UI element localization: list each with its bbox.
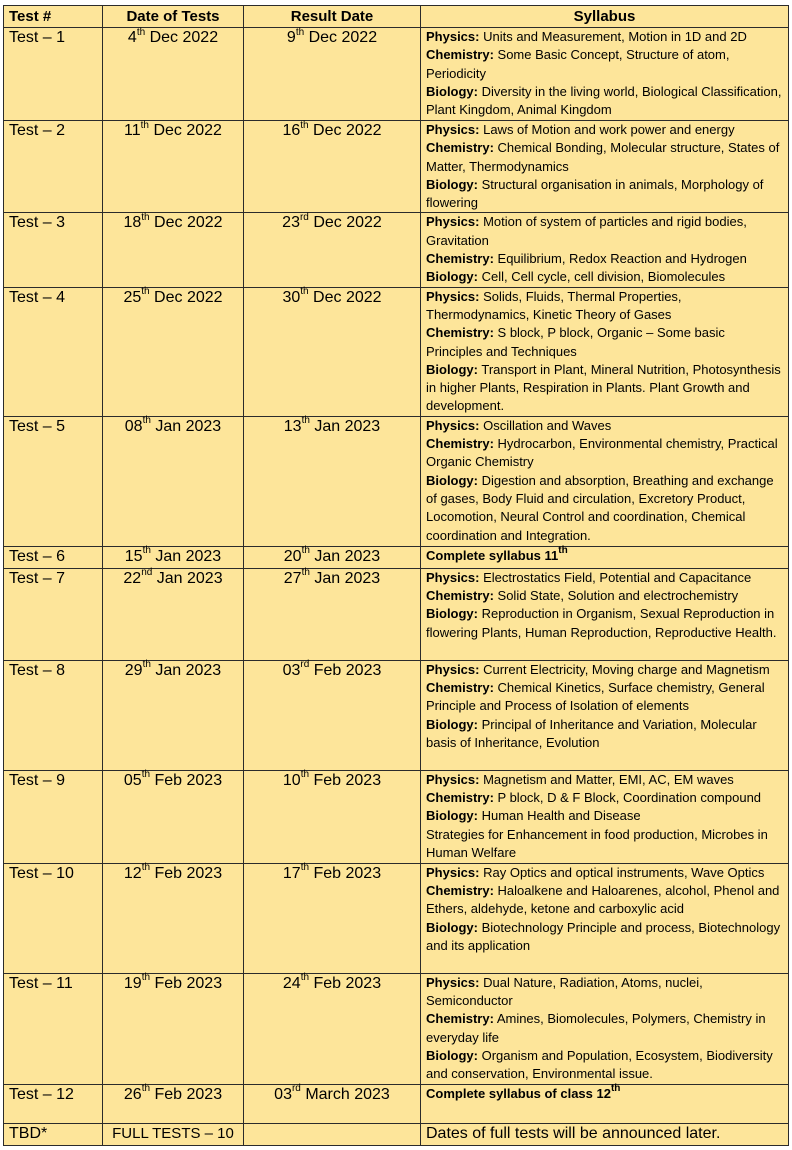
header-row bbox=[4, 6, 789, 28]
header-date: Date of Tests bbox=[103, 6, 244, 28]
date-day: 4 bbox=[127, 29, 137, 46]
date-month-year: Feb 2023 bbox=[150, 974, 223, 992]
topic-text: Solid State, Solution and electrochemistry bbox=[493, 588, 739, 604]
topic-text: Dual Nature, Radiation, Atoms, nuclei, Semiconductor bbox=[426, 974, 703, 1009]
topic-text: Biotechnology Principle and process, Biotechnology and its application bbox=[426, 919, 781, 953]
result-month-year: Dec 2022 bbox=[304, 29, 378, 46]
subject-label: Chemistry: bbox=[426, 436, 494, 452]
subject-label: Physics: bbox=[426, 771, 480, 787]
syllabus-line bbox=[426, 288, 783, 325]
subject-label: Physics: bbox=[426, 661, 480, 677]
date-day: 11 bbox=[124, 122, 141, 139]
result-suffix: rd bbox=[291, 1083, 301, 1095]
syllabus-cell bbox=[421, 973, 789, 1084]
test-schedule-table bbox=[3, 5, 789, 1146]
result-date bbox=[244, 416, 421, 546]
test-name: Test – 4 bbox=[4, 287, 103, 416]
result-date bbox=[244, 546, 421, 568]
test-date bbox=[103, 973, 244, 1084]
result-day: 23 bbox=[282, 214, 300, 232]
syllabus-cell bbox=[421, 287, 789, 416]
topic-text: P block, D & F Block, Coordination compound bbox=[493, 790, 762, 806]
topic-text: Equilibrium, Redox Reaction and Hydrogen bbox=[493, 251, 747, 267]
test-date bbox=[103, 287, 244, 416]
test-name: Test – 8 bbox=[4, 660, 103, 770]
date-month-year: Feb 2023 bbox=[150, 771, 223, 789]
topic-text: Haloalkene and Haloarenes, alcohol, Phenol and Ethers, aldehyde, ketone and carboxylic acid bbox=[426, 883, 780, 917]
date-day: 08 bbox=[124, 417, 143, 435]
syllabus-line bbox=[426, 1047, 783, 1084]
result-month-year: Feb 2023 bbox=[309, 974, 382, 992]
table-row bbox=[4, 770, 789, 863]
result-suffix: th bbox=[300, 862, 310, 874]
full-syllabus-suffix: th bbox=[558, 545, 568, 557]
subject-label: Physics: bbox=[426, 288, 480, 304]
table-row bbox=[4, 213, 789, 287]
subject-label: Biology: bbox=[426, 361, 478, 377]
full-syllabus-text: Complete syllabus 11 bbox=[426, 547, 559, 563]
result-day: 16 bbox=[282, 122, 301, 139]
test-name: Test – 10 bbox=[4, 863, 103, 973]
result-month-year: Dec 2022 bbox=[308, 122, 382, 139]
date-suffix: th bbox=[141, 769, 151, 781]
subject-label: Biology: bbox=[426, 716, 478, 732]
result-suffix: th bbox=[300, 769, 310, 781]
result-date bbox=[244, 863, 421, 973]
table-row bbox=[4, 121, 789, 213]
result-month-year: Jan 2023 bbox=[309, 547, 381, 565]
date-suffix: th bbox=[142, 415, 151, 427]
syllabus-line bbox=[426, 919, 783, 956]
table-row bbox=[4, 660, 789, 770]
subject-label: Chemistry: bbox=[426, 790, 494, 806]
topic-text: Solids, Fluids, Thermal Properties, Thermodynamics, Kinetic Theory of Gases bbox=[426, 288, 682, 322]
syllabus-line bbox=[426, 268, 783, 286]
date-suffix: th bbox=[142, 659, 151, 671]
result-day: 27 bbox=[283, 569, 302, 587]
syllabus-line bbox=[426, 807, 783, 825]
subject-label: Physics: bbox=[426, 864, 480, 880]
result-day: 17 bbox=[282, 864, 301, 882]
result-suffix: rd bbox=[300, 659, 310, 671]
syllabus-line bbox=[426, 324, 783, 361]
table-row bbox=[4, 973, 789, 1084]
table-row bbox=[4, 416, 789, 546]
subject-label: Biology: bbox=[426, 83, 478, 99]
subject-label: Biology: bbox=[426, 919, 478, 935]
result-day: 03 bbox=[282, 661, 301, 679]
syllabus-line bbox=[426, 882, 783, 919]
test-date bbox=[103, 416, 244, 546]
syllabus-cell bbox=[421, 863, 789, 973]
test-date bbox=[103, 568, 244, 660]
topic-text: Principal of Inheritance and Variation, Molecular basis of Inheritance, Evolution bbox=[426, 716, 757, 750]
date-day: 29 bbox=[124, 661, 143, 679]
result-month-year: Dec 2022 bbox=[308, 288, 382, 306]
subject-label: Biology: bbox=[426, 472, 478, 488]
syllabus-cell bbox=[421, 660, 789, 770]
topic-text: Laws of Motion and work power and energy bbox=[479, 122, 735, 137]
result-date bbox=[244, 121, 421, 213]
subject-label: Physics: bbox=[426, 214, 480, 230]
date-month-year: Jan 2023 bbox=[150, 547, 222, 565]
syllabus-line bbox=[426, 679, 783, 716]
footer-result bbox=[244, 1123, 421, 1145]
date-suffix: th bbox=[141, 862, 151, 874]
subject-label: Chemistry: bbox=[426, 588, 494, 604]
test-name: Test – 11 bbox=[4, 973, 103, 1084]
result-suffix: th bbox=[300, 119, 309, 131]
table-body bbox=[4, 28, 789, 1146]
syllabus-line bbox=[426, 121, 783, 139]
table-row bbox=[4, 28, 789, 121]
topic-text: Electrostatics Field, Potential and Capacitance bbox=[479, 569, 752, 585]
result-month-year: Feb 2023 bbox=[309, 864, 382, 882]
result-date bbox=[244, 287, 421, 416]
syllabus-line bbox=[426, 435, 783, 472]
syllabus-line bbox=[426, 417, 783, 435]
topic-text: Motion of system of particles and rigid bodies, Gravitation bbox=[426, 214, 747, 248]
subject-label: Chemistry: bbox=[426, 140, 494, 156]
date-day: 18 bbox=[123, 214, 142, 232]
subject-label: Physics: bbox=[426, 29, 480, 44]
result-month-year: Jan 2023 bbox=[309, 417, 381, 435]
syllabus-cell bbox=[421, 770, 789, 863]
test-name: Test – 3 bbox=[4, 213, 103, 287]
subject-label: Chemistry: bbox=[426, 251, 494, 267]
table-row bbox=[4, 1084, 789, 1123]
full-syllabus bbox=[426, 1085, 783, 1103]
topic-text: Oscillation and Waves bbox=[479, 417, 612, 433]
date-suffix: th bbox=[142, 545, 151, 557]
test-date bbox=[103, 213, 244, 287]
subject-label: Chemistry: bbox=[426, 1011, 494, 1027]
test-date bbox=[103, 121, 244, 213]
syllabus-cell bbox=[421, 28, 789, 121]
subject-label: Biology: bbox=[426, 269, 478, 285]
date-month-year: Feb 2023 bbox=[150, 1085, 223, 1103]
topic-text: Magnetism and Matter, EMI, AC, EM waves bbox=[479, 771, 734, 787]
subject-label: Physics: bbox=[426, 122, 480, 137]
syllabus-line bbox=[426, 250, 783, 268]
topic-text: Diversity in the living world, Biological Classification, Plant Kingdom, Animal Kingdom bbox=[426, 83, 782, 118]
result-suffix: th bbox=[300, 972, 310, 984]
result-date bbox=[244, 973, 421, 1084]
topic-text: S block, P block, Organic – Some basic Principles and Techniques bbox=[426, 325, 725, 359]
result-date bbox=[244, 660, 421, 770]
date-day: 25 bbox=[123, 288, 142, 306]
syllabus-line bbox=[426, 139, 783, 176]
date-month-year: Dec 2022 bbox=[149, 288, 223, 306]
test-date bbox=[103, 28, 244, 121]
date-suffix: th bbox=[141, 1083, 151, 1095]
syllabus-cell bbox=[421, 568, 789, 660]
date-month-year: Dec 2022 bbox=[149, 122, 222, 139]
result-suffix: th bbox=[300, 286, 309, 298]
result-day: 24 bbox=[282, 974, 301, 992]
topic-text: Amines, Biomolecules, Polymers, Chemistry in everyday life bbox=[426, 1011, 766, 1045]
syllabus-cell bbox=[421, 416, 789, 546]
syllabus-line bbox=[426, 771, 783, 789]
test-date bbox=[103, 863, 244, 973]
result-month-year: Dec 2022 bbox=[308, 214, 382, 232]
result-date bbox=[244, 28, 421, 121]
date-day: 22 bbox=[123, 569, 142, 587]
subject-label: Biology: bbox=[426, 606, 478, 622]
subject-label: Biology: bbox=[426, 808, 478, 824]
syllabus-line bbox=[426, 83, 783, 120]
footer-test: TBD* bbox=[4, 1123, 103, 1145]
topic-text: Units and Measurement, Motion in 1D and 2D bbox=[479, 29, 747, 44]
result-date bbox=[244, 770, 421, 863]
date-day: 26 bbox=[123, 1085, 142, 1103]
topic-text: Chemical Bonding, Molecular structure, States of Matter, Thermodynamics bbox=[426, 140, 780, 174]
topic-text: Reproduction in Organism, Sexual Reproduction in flowering Plants, Human Reproduction, Reproductive Health. bbox=[426, 606, 777, 640]
syllabus-line bbox=[426, 826, 783, 863]
test-name: Test – 9 bbox=[4, 770, 103, 863]
syllabus-line bbox=[426, 587, 783, 605]
header-test: Test # bbox=[4, 6, 103, 28]
subject-label: Chemistry: bbox=[426, 325, 494, 341]
syllabus-cell bbox=[421, 546, 789, 568]
table-row bbox=[4, 546, 789, 568]
table-row bbox=[4, 863, 789, 973]
subject-label: Biology: bbox=[426, 1047, 478, 1063]
result-day: 30 bbox=[282, 288, 301, 306]
syllabus-cell bbox=[421, 1084, 789, 1123]
topic-text: Organism and Population, Ecosystem, Biodiversity and conservation, Environmental issue. bbox=[426, 1047, 773, 1082]
syllabus-line bbox=[426, 789, 783, 807]
test-name: Test – 12 bbox=[4, 1084, 103, 1123]
result-day: 20 bbox=[283, 547, 302, 565]
date-month-year: Jan 2023 bbox=[152, 569, 223, 587]
topic-text: Human Health and Disease bbox=[478, 808, 641, 824]
topic-text: Digestion and absorption, Breathing and exchange of gases, Body Fluid and circulation, Excretory Product, Locomotion, Neural Control and coordination, Chemical coordination and Integration. bbox=[426, 472, 774, 543]
subject-label: Biology: bbox=[426, 176, 478, 192]
date-suffix: th bbox=[141, 212, 150, 224]
subject-label: Physics: bbox=[426, 974, 480, 990]
test-date bbox=[103, 1084, 244, 1123]
result-day: 13 bbox=[283, 417, 302, 435]
full-syllabus-suffix: th bbox=[610, 1083, 621, 1095]
result-suffix: th bbox=[301, 545, 310, 557]
date-suffix: nd bbox=[141, 567, 153, 579]
date-month-year: Jan 2023 bbox=[150, 661, 222, 679]
subject-label: Physics: bbox=[426, 569, 480, 585]
syllabus-cell bbox=[421, 213, 789, 287]
result-suffix: th bbox=[301, 415, 310, 427]
footer-note: Dates of full tests will be announced later. bbox=[421, 1123, 789, 1145]
syllabus-line bbox=[426, 46, 783, 83]
syllabus-line bbox=[426, 605, 783, 642]
test-date bbox=[103, 770, 244, 863]
test-name: Test – 5 bbox=[4, 416, 103, 546]
syllabus-line bbox=[426, 213, 783, 250]
subject-label: Chemistry: bbox=[426, 680, 494, 696]
result-day: 03 bbox=[274, 1085, 292, 1103]
result-month-year: Feb 2023 bbox=[309, 771, 382, 789]
syllabus-line bbox=[426, 361, 783, 416]
result-month-year: March 2023 bbox=[300, 1085, 390, 1103]
test-name: Test – 7 bbox=[4, 568, 103, 660]
result-month-year: Jan 2023 bbox=[309, 569, 381, 587]
syllabus-line bbox=[426, 176, 783, 213]
test-date bbox=[103, 660, 244, 770]
date-suffix: th bbox=[140, 119, 149, 131]
topic-text: Ray Optics and optical instruments, Wave Optics bbox=[479, 864, 765, 880]
result-suffix: th bbox=[295, 26, 305, 38]
table-row bbox=[4, 287, 789, 416]
topic-text: Structural organisation in animals, Morphology of flowering bbox=[426, 176, 764, 211]
date-month-year: Feb 2023 bbox=[150, 864, 223, 882]
result-suffix: rd bbox=[299, 212, 309, 224]
result-day: 9 bbox=[286, 29, 296, 46]
header-result: Result Date bbox=[244, 6, 421, 28]
subject-label: Physics: bbox=[426, 417, 480, 433]
topic-text: Strategies for Enhancement in food production, Microbes in Human Welfare bbox=[426, 826, 768, 860]
date-month-year: Dec 2022 bbox=[145, 29, 219, 46]
result-suffix: th bbox=[301, 567, 310, 579]
header-syllabus: Syllabus bbox=[421, 6, 789, 28]
date-suffix: th bbox=[136, 26, 146, 38]
date-month-year: Jan 2023 bbox=[150, 417, 222, 435]
result-date bbox=[244, 568, 421, 660]
topic-text: Chemical Kinetics, Surface chemistry, General Principle and Process of Isolation of elements bbox=[426, 680, 765, 714]
footer-full-tests: FULL TESTS – 10 bbox=[103, 1123, 244, 1145]
syllabus-line bbox=[426, 661, 783, 679]
date-month-year: Dec 2022 bbox=[149, 214, 223, 232]
syllabus-line bbox=[426, 1010, 783, 1047]
test-date bbox=[103, 546, 244, 568]
topic-text: Transport in Plant, Mineral Nutrition, Photosynthesis in higher Plants, Respiration in Plants. Plant Growth and development. bbox=[426, 361, 781, 414]
test-name: Test – 1 bbox=[4, 28, 103, 121]
syllabus-line bbox=[426, 569, 783, 587]
date-suffix: th bbox=[141, 286, 150, 298]
syllabus-line bbox=[426, 974, 783, 1011]
full-syllabus-text: Complete syllabus of class 12 bbox=[426, 1085, 611, 1101]
date-day: 15 bbox=[124, 547, 143, 565]
date-day: 19 bbox=[123, 974, 142, 992]
syllabus-line bbox=[426, 716, 783, 753]
topic-text: Current Electricity, Moving charge and Magnetism bbox=[479, 661, 770, 677]
full-syllabus bbox=[426, 547, 783, 565]
test-name: Test – 2 bbox=[4, 121, 103, 213]
topic-text: Cell, Cell cycle, cell division, Biomolecules bbox=[478, 269, 726, 285]
date-day: 12 bbox=[123, 864, 142, 882]
syllabus-line bbox=[426, 472, 783, 545]
subject-label: Chemistry: bbox=[426, 47, 494, 63]
date-day: 05 bbox=[123, 771, 142, 789]
topic-text: Hydrocarbon, Environmental chemistry, Practical Organic Chemistry bbox=[426, 436, 778, 470]
date-suffix: th bbox=[141, 972, 151, 984]
syllabus-line bbox=[426, 28, 783, 46]
syllabus-cell bbox=[421, 121, 789, 213]
test-name: Test – 6 bbox=[4, 546, 103, 568]
topic-text: Some Basic Concept, Structure of atom, Periodicity bbox=[426, 47, 730, 81]
syllabus-line bbox=[426, 864, 783, 882]
result-date bbox=[244, 1084, 421, 1123]
result-day: 10 bbox=[282, 771, 301, 789]
subject-label: Chemistry: bbox=[426, 883, 494, 899]
table-row bbox=[4, 568, 789, 660]
result-date bbox=[244, 213, 421, 287]
result-month-year: Feb 2023 bbox=[309, 661, 382, 679]
footer-row bbox=[4, 1123, 789, 1145]
